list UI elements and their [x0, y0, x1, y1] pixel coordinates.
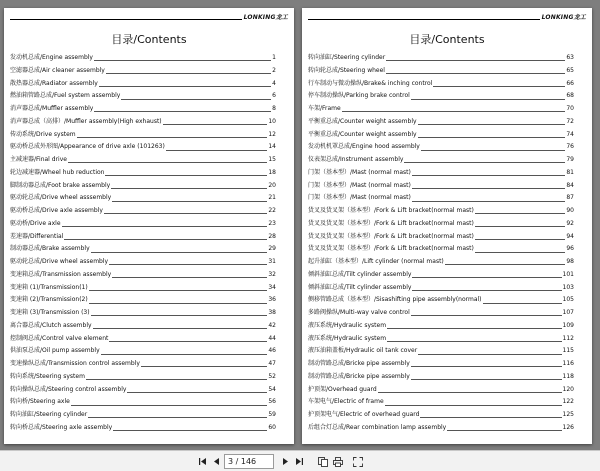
- toc-entry[interactable]: [308, 422, 574, 435]
- toc-leader-line: [420, 417, 561, 418]
- last-page-button[interactable]: [293, 455, 306, 468]
- toc-entry-page-number: 79: [566, 156, 574, 163]
- toc-entry[interactable]: [10, 180, 276, 193]
- toc-leader-line: [386, 73, 565, 74]
- toc-leader-line: [378, 392, 562, 393]
- toc-entry-title: 倾斜油缸总成/Tilt cylinder assembly: [308, 270, 412, 278]
- toc-entry-page-number: 92: [566, 219, 574, 227]
- toc-entry-title: 液压油箱盖板/Hydraulic oil tank cover: [308, 347, 418, 355]
- toc-entry-title: 多路阀操纵/Multi-way valve control: [308, 309, 410, 316]
- toc-entry-title: 平衡重总成/Counter weight assembly: [308, 117, 417, 125]
- toc-entry[interactable]: [308, 384, 574, 397]
- page-title: 目录/Contents: [111, 33, 187, 46]
- toc-entry[interactable]: [10, 192, 276, 205]
- toc-entry-title: 变速箱 (3)/Transmission (3): [10, 309, 90, 316]
- toc-entry[interactable]: [308, 52, 574, 65]
- toc-entry-page-number: 54: [268, 385, 276, 393]
- toc-leader-line: [412, 188, 565, 189]
- toc-entry-page-number: 116: [562, 360, 574, 367]
- toc-entry[interactable]: [308, 307, 574, 320]
- toc-entry[interactable]: [10, 231, 276, 244]
- toc-entry[interactable]: [10, 154, 276, 167]
- toc-leader-line: [411, 315, 562, 316]
- toc-entry[interactable]: [308, 282, 574, 295]
- toc-list: [10, 52, 276, 435]
- toc-entry-title: 货叉及货叉架（基本型）/Fork & Lift bracket(normal mast): [308, 245, 474, 253]
- toc-leader-line: [412, 175, 565, 176]
- toc-entry-page-number: 47: [268, 360, 276, 367]
- toc-entry-title: 驱动桥/Drive axle: [10, 219, 61, 227]
- toc-entry-title: 转向桥总成/Steering axle assembly: [10, 423, 113, 431]
- toc-entry[interactable]: [308, 154, 574, 167]
- toc-entry-title: 驱动桥总成/Drive axle assembly: [10, 207, 103, 214]
- toc-entry-title: 消声器总成/Muffler assembly: [10, 105, 94, 112]
- toc-entry-page-number: 115: [562, 347, 574, 355]
- toc-entry-page-number: 18: [268, 168, 276, 176]
- toc-entry[interactable]: [308, 141, 574, 154]
- toc-entry-title: 变速箱 (1)/Transmission(1): [10, 283, 88, 291]
- toc-entry[interactable]: [308, 269, 574, 282]
- toc-entry[interactable]: [308, 396, 574, 409]
- toc-entry-page-number: 68: [566, 92, 574, 100]
- toc-entry-page-number: 44: [268, 334, 276, 342]
- toc-entry-page-number: 36: [268, 296, 276, 304]
- page-indicator: 3 / 146: [228, 457, 257, 466]
- toc-leader-line: [411, 99, 566, 100]
- toc-entry-title: 发动机机罩总成/Engine hood assembly: [308, 143, 420, 151]
- toc-entry-page-number: 84: [566, 181, 574, 189]
- toc-leader-line: [386, 60, 565, 61]
- toc-entry-title: 变速操纵总成/Transmission control assembly: [10, 360, 140, 367]
- toc-leader-line: [412, 277, 561, 278]
- page-title: 目录/Contents: [409, 33, 485, 46]
- toc-leader-line: [105, 175, 267, 176]
- toc-leader-line: [88, 417, 267, 418]
- toc-leader-line: [475, 239, 566, 240]
- toc-leader-line: [106, 73, 271, 74]
- toc-entry[interactable]: [10, 307, 276, 320]
- toc-leader-line: [68, 162, 267, 163]
- toc-leader-line: [483, 303, 562, 304]
- toc-entry-title: 停车制动操纵/Parking brake control: [308, 92, 410, 100]
- toc-entry[interactable]: [10, 294, 276, 307]
- toc-leader-line: [166, 150, 268, 151]
- toc-entry[interactable]: [10, 129, 276, 142]
- toc-entry-title: 离合器总成/Clutch assembly: [10, 321, 92, 329]
- toc-leader-line: [411, 366, 562, 367]
- toc-entry[interactable]: [10, 65, 276, 78]
- toc-entry[interactable]: [10, 358, 276, 371]
- toc-leader-line: [94, 111, 271, 112]
- toc-entry-title: 供油泵总成/Oil pump assembly: [10, 347, 100, 355]
- toc-entry-title: 货叉及货叉架（基本型）/Fork & Lift bracket(normal mast): [308, 232, 474, 240]
- toc-leader-line: [101, 354, 268, 355]
- toc-leader-line: [447, 430, 561, 431]
- toc-entry-page-number: 34: [268, 283, 276, 291]
- toc-entry-page-number: 103: [562, 283, 574, 291]
- toc-entry-page-number: 1: [272, 54, 276, 61]
- toc-entry-title: 侧移管路总成（基本型）/Sisashifting pipe assembly(normal): [308, 296, 482, 304]
- toc-entry-title: 门架（基本型）/Mast (normal mast): [308, 181, 411, 189]
- toc-entry-title: 起升油缸（基本型）/Lift cylinder (normal mast): [308, 258, 444, 265]
- toc-entry-page-number: 120: [562, 385, 574, 393]
- toc-entry-title: 驱动轮总成/Drive wheel asssembly: [10, 194, 112, 202]
- toc-entry-title: 燃油箱管路总成/Fuel system assembly: [10, 92, 121, 100]
- page-left: [4, 8, 294, 444]
- toc-entry-title: 驱动轮总成/Drive wheel assembly: [10, 258, 109, 265]
- bottom-toolbar: [0, 450, 600, 471]
- toc-entry-title: 转向油缸/Steering cylinder: [308, 54, 386, 61]
- toc-entry[interactable]: [10, 167, 276, 180]
- toc-leader-line: [77, 137, 268, 138]
- toc-leader-line: [418, 354, 561, 355]
- toc-entry-page-number: 109: [562, 321, 574, 329]
- toc-leader-line: [475, 213, 566, 214]
- toc-entry[interactable]: [10, 345, 276, 358]
- toc-entry[interactable]: [308, 371, 574, 384]
- toc-entry[interactable]: [10, 256, 276, 269]
- toc-entry-title: 轮边减速器/Wheel hub reduction: [10, 168, 105, 176]
- toc-leader-line: [385, 405, 562, 406]
- toc-entry-title: 变速箱 (2)/Transmission(2): [10, 296, 88, 304]
- toc-entry-page-number: 38: [268, 309, 276, 316]
- toc-entry[interactable]: [10, 409, 276, 422]
- toc-list: [308, 52, 574, 435]
- toc-entry-page-number: 46: [268, 347, 276, 355]
- toc-entry-page-number: 118: [562, 372, 574, 380]
- toc-entry-title: 护顶架电气/Electric of overhead guard: [308, 411, 420, 418]
- toc-entry[interactable]: [308, 78, 574, 91]
- toc-entry-title: 液压系统/Hydraulic system: [308, 321, 387, 329]
- toc-entry[interactable]: [10, 333, 276, 346]
- toc-leader-line: [71, 405, 268, 406]
- toc-entry-page-number: 126: [562, 423, 574, 431]
- toc-entry-page-number: 70: [566, 105, 574, 112]
- toc-entry[interactable]: [308, 409, 574, 422]
- toc-entry-page-number: 76: [566, 143, 574, 151]
- toc-leader-line: [89, 303, 268, 304]
- toc-entry[interactable]: [308, 90, 574, 103]
- toc-entry[interactable]: [308, 180, 574, 193]
- toc-entry-page-number: 4: [272, 79, 276, 87]
- toc-leader-line: [94, 60, 271, 61]
- toc-leader-line: [112, 277, 267, 278]
- toc-leader-line: [163, 124, 268, 125]
- toc-entry-title: 驱动桥总成外形图/Appearance of drive axle (101263): [10, 143, 165, 151]
- toc-entry[interactable]: [308, 333, 574, 346]
- toc-entry-page-number: 52: [268, 372, 276, 380]
- first-page-icon: [198, 457, 207, 466]
- toc-entry-page-number: 21: [268, 194, 276, 202]
- toc-entry-title: 倾斜油缸总成/Tilt cylinder assembly: [308, 283, 412, 291]
- toc-entry[interactable]: [10, 103, 276, 116]
- toc-entry[interactable]: [308, 103, 574, 116]
- fullscreen-icon: [353, 457, 363, 467]
- toc-entry[interactable]: [308, 231, 574, 244]
- toc-entry-title: 主减速器/Final drive: [10, 156, 67, 163]
- toc-leader-line: [113, 430, 267, 431]
- toc-entry-title: 行车制动与微动操纵/Brake& inching control: [308, 79, 433, 87]
- next-page-icon: [281, 457, 290, 466]
- previous-page-button[interactable]: [210, 455, 223, 468]
- toc-entry-page-number: 14: [268, 143, 276, 151]
- toc-entry-page-number: 63: [566, 54, 574, 61]
- toc-entry[interactable]: [10, 90, 276, 103]
- toc-leader-line: [387, 328, 561, 329]
- toc-leader-line: [445, 264, 566, 265]
- toc-leader-line: [104, 213, 267, 214]
- toc-leader-line: [109, 264, 267, 265]
- toc-entry-title: 转向桥/Steering axle: [10, 398, 70, 406]
- toc-entry-page-number: 29: [268, 245, 276, 253]
- brand-logo: LONKING龙工: [541, 14, 586, 21]
- toc-entry-page-number: 81: [566, 168, 574, 176]
- toc-entry[interactable]: [10, 116, 276, 129]
- toc-entry-title: 发动机总成/Engine assembly: [10, 54, 93, 61]
- toc-leader-line: [412, 201, 565, 202]
- toc-entry[interactable]: [308, 256, 574, 269]
- toc-entry[interactable]: [10, 78, 276, 91]
- toc-leader-line: [121, 99, 271, 100]
- toc-entry[interactable]: [10, 422, 276, 435]
- toc-leader-line: [91, 315, 268, 316]
- toc-entry-page-number: 32: [268, 270, 276, 278]
- toc-entry-title: 货叉及货叉架（基本型）/Fork & Lift bracket(normal mast): [308, 219, 474, 227]
- toc-entry-page-number: 87: [566, 194, 574, 202]
- toc-entry-title: 车架电气/Electric of frame: [308, 398, 384, 406]
- toc-entry[interactable]: [308, 129, 574, 142]
- toc-entry[interactable]: [10, 320, 276, 333]
- toc-entry-page-number: 122: [562, 398, 574, 406]
- toc-entry[interactable]: [308, 205, 574, 218]
- toc-entry-page-number: 59: [268, 411, 276, 418]
- toc-entry-page-number: 112: [562, 334, 574, 342]
- toc-leader-line: [387, 341, 561, 342]
- toc-entry-page-number: 105: [562, 296, 574, 304]
- toc-entry-title: 脚制动器总成/Foot brake assembly: [10, 181, 111, 189]
- toc-entry[interactable]: [10, 384, 276, 397]
- toc-entry[interactable]: [308, 358, 574, 371]
- toc-leader-line: [412, 290, 561, 291]
- toc-leader-line: [111, 188, 267, 189]
- toc-entry-title: 转向操纵总成/Steering control assembly: [10, 385, 127, 393]
- toc-leader-line: [127, 392, 267, 393]
- toc-entry[interactable]: [10, 218, 276, 231]
- toc-entry[interactable]: [10, 243, 276, 256]
- toc-entry-title: 制动器总成/Brake assembly: [10, 245, 90, 253]
- toc-leader-line: [411, 379, 562, 380]
- print-icon: [333, 457, 343, 467]
- toc-entry-title: 差速器/Differential: [10, 232, 64, 240]
- next-page-button[interactable]: [279, 455, 292, 468]
- toc-leader-line: [91, 252, 268, 253]
- toc-entry-title: 变速箱总成/Transmission assembly: [10, 270, 112, 278]
- toc-leader-line: [418, 137, 566, 138]
- toc-entry-page-number: 60: [268, 423, 276, 431]
- toc-leader-line: [141, 366, 267, 367]
- toc-entry-title: 制动管路总成/Bricke pipe assembly: [308, 360, 410, 367]
- toc-entry-page-number: 96: [566, 245, 574, 253]
- toc-entry[interactable]: [308, 243, 574, 256]
- toc-entry-page-number: 125: [562, 411, 574, 418]
- toc-leader-line: [62, 226, 268, 227]
- toc-entry-page-number: 66: [566, 79, 574, 87]
- toc-entry-page-number: 107: [562, 309, 574, 316]
- toc-entry[interactable]: [10, 371, 276, 384]
- toc-entry[interactable]: [10, 396, 276, 409]
- toc-entry[interactable]: [308, 116, 574, 129]
- toc-entry[interactable]: [308, 218, 574, 231]
- toc-entry[interactable]: [308, 167, 574, 180]
- toc-entry-page-number: 23: [268, 219, 276, 227]
- toc-leader-line: [433, 86, 565, 87]
- toc-entry-page-number: 10: [268, 117, 276, 125]
- previous-page-icon: [212, 457, 221, 466]
- toc-entry-page-number: 65: [566, 66, 574, 74]
- toc-entry-page-number: 15: [268, 156, 276, 163]
- toc-entry[interactable]: [308, 320, 574, 333]
- toc-leader-line: [475, 252, 566, 253]
- toc-leader-line: [421, 150, 566, 151]
- toc-entry[interactable]: [308, 192, 574, 205]
- toc-entry[interactable]: [308, 345, 574, 358]
- toc-leader-line: [475, 226, 566, 227]
- toc-leader-line: [86, 379, 267, 380]
- toc-entry-page-number: 6: [272, 92, 276, 100]
- toc-entry-title: 传动系统/Drive system: [10, 130, 76, 138]
- page-right: [302, 8, 592, 444]
- toc-leader-line: [64, 239, 267, 240]
- toc-entry-page-number: 12: [268, 130, 276, 138]
- toc-entry[interactable]: [10, 141, 276, 154]
- toc-entry[interactable]: [10, 269, 276, 282]
- toc-entry-page-number: 101: [562, 270, 574, 278]
- toc-leader-line: [418, 124, 566, 125]
- toc-entry-title: 转向系统/Steering system: [10, 372, 85, 380]
- toc-entry-title: 控制阀总成/Control valve element: [10, 334, 109, 342]
- toc-leader-line: [93, 328, 268, 329]
- fullscreen-button[interactable]: [351, 455, 364, 468]
- toc-leader-line: [89, 290, 268, 291]
- toc-entry[interactable]: [308, 65, 574, 78]
- toc-entry-page-number: 2: [272, 66, 276, 74]
- toc-entry-title: 货叉及货叉架（基本型）/Fork & Lift bracket(normal mast): [308, 207, 474, 214]
- toc-entry-title: 消声器总成（高排）/Muffler assembly(High exhaust): [10, 117, 162, 125]
- toc-entry-title: 车架/Frame: [308, 105, 341, 112]
- toc-entry-page-number: 22: [268, 207, 276, 214]
- toc-entry-title: 后组合灯总成/Rear combination lamp assembly: [308, 423, 447, 431]
- toc-entry-title: 门架（基本型）/Mast (normal mast): [308, 194, 411, 202]
- toc-leader-line: [342, 111, 566, 112]
- toc-leader-line: [99, 86, 271, 87]
- toc-entry-page-number: 28: [268, 232, 276, 240]
- toc-entry-title: 制动管路总成/Bricke pipe assembly: [308, 372, 410, 380]
- toc-entry-page-number: 94: [566, 232, 574, 240]
- print-button[interactable]: [331, 455, 344, 468]
- toc-leader-line: [109, 341, 267, 342]
- toc-entry[interactable]: [10, 205, 276, 218]
- last-page-icon: [295, 457, 304, 466]
- toc-entry-title: 护顶架/Overhead guard: [308, 385, 377, 393]
- toc-entry-title: 转向油缸/Steering cylinder: [10, 411, 88, 418]
- toc-entry-page-number: 98: [566, 258, 574, 265]
- first-page-button[interactable]: [196, 455, 209, 468]
- toc-entry-title: 仪表架总成/Instrument assembly: [308, 156, 404, 163]
- toc-entry-title: 散热器总成/Radiator assembly: [10, 79, 98, 87]
- toc-entry-page-number: 20: [268, 181, 276, 189]
- toc-entry-title: 空滤器总成/Air cleaner assembly: [10, 66, 105, 74]
- copy-icon: [318, 457, 328, 467]
- toc-entry[interactable]: [10, 52, 276, 65]
- toc-entry-page-number: 72: [566, 117, 574, 125]
- toc-entry-page-number: 42: [268, 321, 276, 329]
- toc-leader-line: [404, 162, 565, 163]
- toc-entry[interactable]: [10, 282, 276, 295]
- toc-entry-title: 转向轮总成/Steering wheel: [308, 66, 385, 74]
- toc-entry-page-number: 56: [268, 398, 276, 406]
- toc-entry-page-number: 74: [566, 130, 574, 138]
- toc-entry-title: 液压系统/Hydraulic system: [308, 334, 387, 342]
- brand-logo: LONKING龙工: [243, 14, 288, 21]
- toc-entry-page-number: 90: [566, 207, 574, 214]
- toc-entry-page-number: 31: [268, 258, 276, 265]
- copy-button[interactable]: [316, 455, 329, 468]
- toc-entry[interactable]: [308, 294, 574, 307]
- toc-entry-page-number: 8: [272, 105, 276, 112]
- toc-entry-title: 平衡重总成/Counter weight assembly: [308, 130, 417, 138]
- page-number-input[interactable]: [224, 454, 274, 469]
- toc-entry-title: 门架（基本型）/Mast (normal mast): [308, 168, 411, 176]
- toc-leader-line: [112, 201, 267, 202]
